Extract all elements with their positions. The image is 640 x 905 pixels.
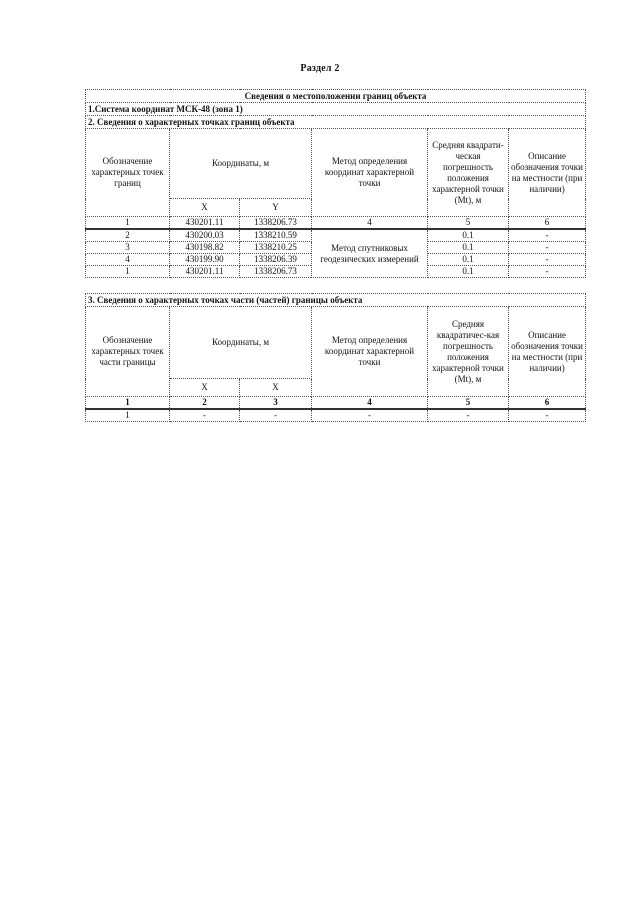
column-number: 6 [509,397,586,410]
table-cell-y: 1338206.39 [240,254,312,266]
table-cell-description: - [509,242,586,254]
page-heading: Раздел 2 [300,63,340,74]
column-number: 2 [170,397,240,410]
table-cell-point: 2 [86,229,170,242]
header-point-label: Обозначение характерных точек границ [86,129,170,217]
table-row [86,409,586,422]
column-number: 1 [86,397,170,410]
table-cell-y: 1338210.25 [240,242,312,254]
table-cell-description: - [509,266,586,278]
table-cell-y: 1338206.73 [240,217,312,230]
header-x: X [170,199,240,217]
table-cell-x: 430200.03 [170,229,240,242]
table-cell-error: - [428,409,509,422]
table-cell-method: Метод спутниковых геодезических измерений [312,229,428,278]
subsection-title: 3. Сведения о характерных точках части (частей) границы объекта [86,294,586,307]
header-coordinates: Координаты, м [170,129,312,199]
header-point-label: Обозначение характерных точек части границы [86,307,170,397]
table-cell-error: 0.1 [428,254,509,266]
table-cell-method-number: 4 [312,217,428,230]
table-cell-description: - [509,229,586,242]
column-number: 5 [428,397,509,410]
table-cell-y: - [240,409,312,422]
column-number: 3 [240,397,312,410]
header-error: Средняя квадратичес-кая погрешность положения характерной точки (Mt), м [428,307,509,397]
table-cell-x: 430201.11 [170,217,240,230]
header-description: Описание обозначения точки на местности (при наличии) [509,307,586,397]
table-cell-point: 3 [86,242,170,254]
part-boundary-points-table [85,293,586,422]
table-cell-y: 1338206.73 [240,266,312,278]
column-number: 4 [312,397,428,410]
numbering-row [86,397,586,410]
header-coordinates: Координаты, м [170,307,312,379]
table-cell-x: 430201.11 [170,266,240,278]
table-cell-x: 430199.90 [170,254,240,266]
header-y: Y [240,199,312,217]
table-cell-point: 1 [86,266,170,278]
header-error: Средняя квадрати-ческая погрешность положения характерной точки (Mt), м [428,129,509,217]
table-cell-x: - [170,409,240,422]
table-cell-point: 1 [86,217,170,230]
table-cell-point: 4 [86,254,170,266]
table-cell-method: - [312,409,428,422]
table-cell-x: 430198.82 [170,242,240,254]
header-method: Метод определения координат характерной точки [312,307,428,397]
coordinate-system: 1.Система координат МСК-48 (зона 1) [86,103,586,116]
subsection-title: 2. Сведения о характерных точках границ объекта [86,116,586,129]
header-x: X [170,379,240,397]
table-cell-error: 5 [428,217,509,230]
table-cell-point: 1 [86,409,170,422]
table-cell-description: - [509,409,586,422]
boundary-points-table [85,89,586,278]
table-row [86,229,586,242]
table-cell-error: 0.1 [428,266,509,278]
header-x-second: X [240,379,312,397]
header-description: Описание обозначения точки на местности (при наличии) [509,129,586,217]
table-cell-description: - [509,254,586,266]
header-method: Метод определения координат характерной точки [312,129,428,217]
table-cell-error: 0.1 [428,229,509,242]
section-title: Сведения о местоположении границ объекта [86,90,586,103]
table-cell-description: 6 [509,217,586,230]
table-cell-y: 1338210.59 [240,229,312,242]
table-cell-error: 0.1 [428,242,509,254]
